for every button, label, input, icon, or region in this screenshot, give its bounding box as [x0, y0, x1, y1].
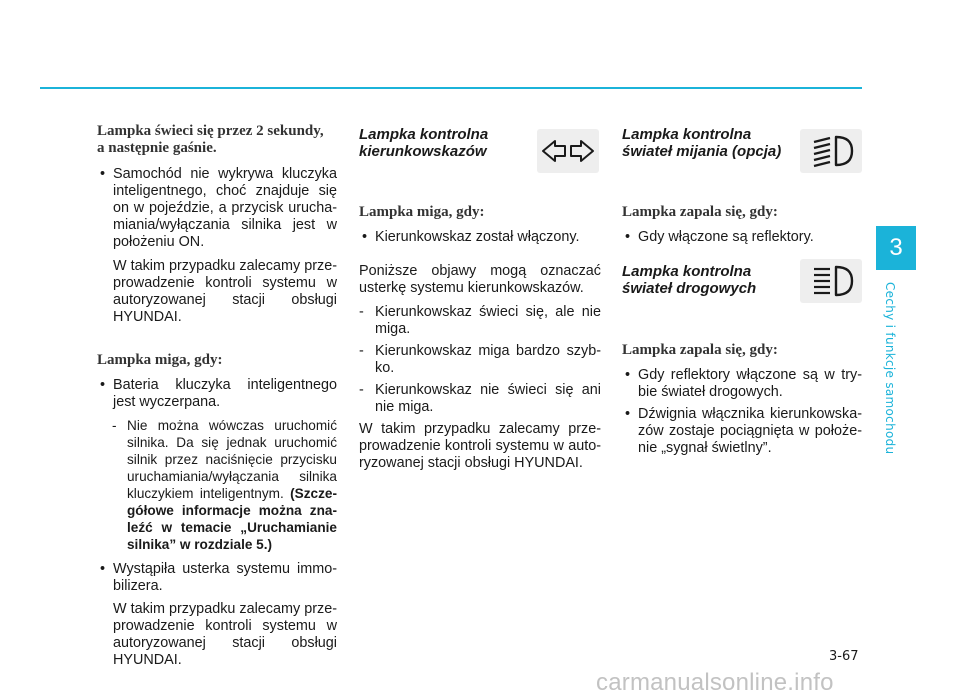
paragraph: Poniższe objawy mogą oznaczać usterkę systemu kierunkowskazów. [359, 263, 601, 296]
section-heading: Lampka zapala się, gdy: [622, 342, 778, 358]
note-text: W takim przypadku zalecamy prze-prowadzenie kontroli systemu w autoryzowanej stacji obsługi HYUNDAI. [113, 258, 337, 325]
page-number: 3-67 [829, 649, 859, 664]
low-beam-icon [800, 129, 862, 173]
list-item: - Kierunkowskaz miga bardzo szyb-ko. [359, 343, 601, 376]
list-item: - Kierunkowskaz świeci się, ale nie miga. [359, 304, 601, 337]
list-item: • Samochód nie wykrywa kluczyka inteligentnego, choć znajduje się on w pojeździe, a przycisk urucha-miania/wyłączania silnika jest w położeniu ON. [100, 166, 337, 250]
section-title: Lampka kontrolna świateł drogowych [622, 263, 757, 297]
middle-column [359, 123, 601, 472]
section-heading: Lampka miga, gdy: [97, 352, 223, 368]
section-heading: Lampka miga, gdy: [359, 204, 485, 220]
section-title: Lampka kontrolna kierunkowskazów [359, 126, 489, 160]
paragraph: W takim przypadku zalecamy prze-prowadzenie kontroli systemu w auto-ryzowanej stacji obsługi HYUNDAI. [359, 421, 601, 471]
watermark: carmanualsonline.info [596, 669, 834, 696]
turn-signal-arrows-icon [537, 129, 599, 173]
list-item: • Kierunkowskaz został włączony. [362, 229, 580, 245]
high-beam-icon [800, 259, 862, 303]
list-item: • Bateria kluczyka inteligentnego jest wyczerpana. [100, 377, 337, 410]
list-item: • Dźwignia włącznika kierunkowska-zów zostaje pociągnięta w położe-nie „sygnał świetlny”. [625, 406, 862, 456]
chapter-tab: 3 [876, 226, 916, 270]
header-rule [40, 87, 862, 89]
left-column [97, 123, 337, 669]
list-item: - Kierunkowskaz nie świeci się ani nie miga. [359, 382, 601, 415]
list-item: • Wystąpiła usterka systemu immo-bilizera. [100, 561, 337, 594]
note-text: W takim przypadku zalecamy prze-prowadzenie kontroli systemu w autoryzowanej stacji obsługi HYUNDAI. [113, 601, 337, 668]
section-heading: Lampka świeci się przez 2 sekundy, a następnie gaśnie. [97, 123, 324, 156]
list-item: • Gdy włączone są reflektory. [625, 229, 814, 245]
section-heading: Lampka zapala się, gdy: [622, 204, 778, 220]
section-title: Lampka kontrolna świateł mijania (opcja) [622, 126, 782, 160]
list-item: - Nie można wówczas uruchomić silnika. Da się jednak uruchomić silnik przez naciśnięcie przycisku uruchamiania/wyłączania silnika kluczykiem inteligentnym. (Szcze-gółowe informacje można zna-leźć w temacie „Uruchamianie silnika” w rozdziale 5.) [112, 418, 337, 552]
list-item: • Gdy reflektory włączone są w try-bie świateł drogowych. [625, 367, 862, 400]
